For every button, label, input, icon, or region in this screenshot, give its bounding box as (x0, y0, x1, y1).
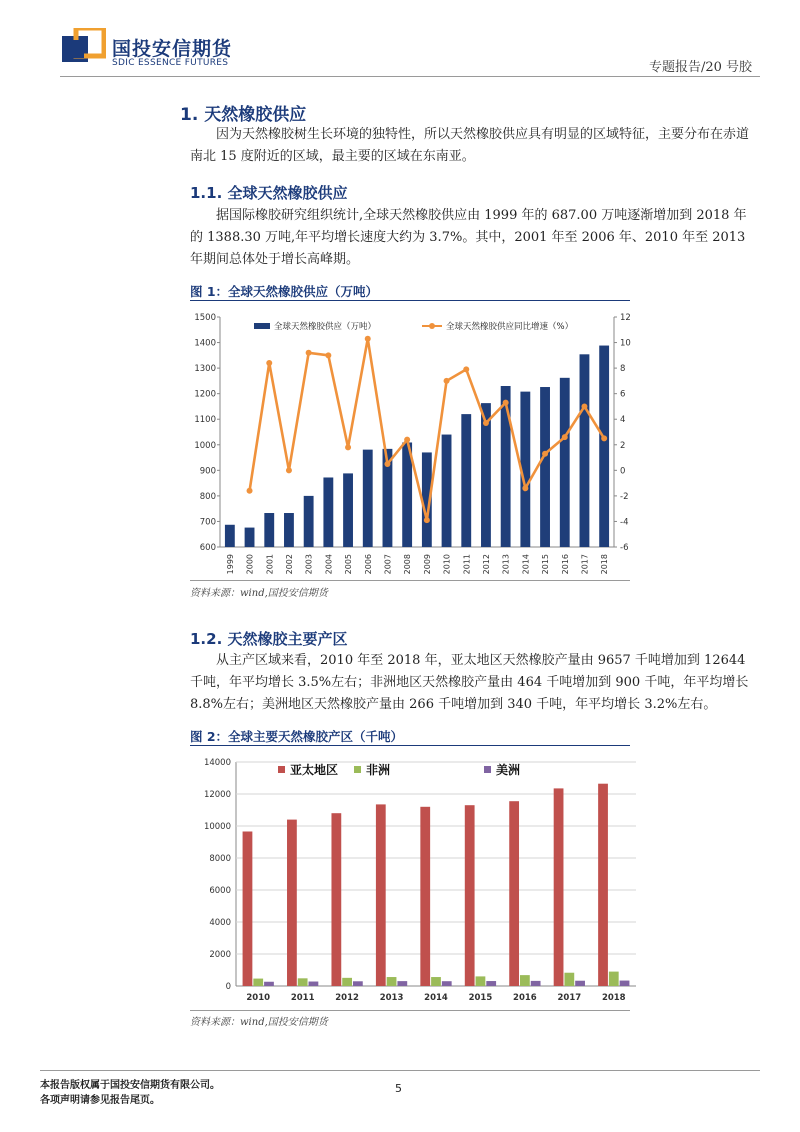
chart2-bar (298, 978, 308, 986)
chart1-right-tick-label: 8 (620, 364, 626, 375)
section-1-1-title: 1.1. 全球天然橡胶供应 (190, 184, 348, 202)
chart2-x-tick-label: 2016 (513, 993, 537, 1003)
chart1-left-tick-label: 900 (199, 466, 216, 477)
chart2-bar (598, 784, 608, 986)
section-1-paragraph: 因为天然橡胶树生长环境的独特性，所以天然橡胶供应具有明显的区域特征，主要分布在赤道南北 15 度附近的区域，最主要的区域在东南亚。 (190, 127, 750, 164)
chart2-y-tick-label: 14000 (203, 758, 231, 768)
chart1-legend-line-marker (429, 323, 435, 329)
chart2-bar (431, 977, 441, 986)
chart2-legend-swatch (278, 766, 285, 773)
figure-2-source: 资料来源：wind,国投安信期货 (190, 1017, 328, 1028)
chart1-x-tick-label: 2006 (363, 554, 373, 575)
section-1-2-paragraph: 从主产区域来看，2010 年至 2018 年，亚太地区天然橡胶产量由 9657 千吨增加到 12644 千吨，年平均增长 3.5%左右；非洲地区天然橡胶产量由 464 千吨增加到 900 千吨，年平均增长 8.8%左右；美洲地区天然橡胶产量由 266 千吨增加到 340 千吨，年平均增长 3.2%左右。 (190, 653, 749, 712)
chart1-growth-point (542, 451, 548, 457)
chart2-bar (609, 972, 619, 986)
chart1-growth-point (424, 517, 430, 523)
figure-1-title: 图 1：全球天然橡胶供应（万吨） (190, 284, 379, 299)
chart1-x-tick-label: 2009 (422, 554, 432, 575)
chart1-growth-point (562, 434, 568, 440)
chart1-right-tick-label: 2 (620, 440, 626, 451)
chart1-x-tick-label: 2017 (580, 554, 590, 575)
report-type-label: 专题报告/20 号胶 (648, 60, 752, 75)
chart2-legend-label: 亚太地区 (290, 763, 339, 777)
chart1-right-tick-label: 6 (620, 389, 626, 400)
chart2-bar (243, 831, 253, 986)
chart2-bar (575, 981, 585, 986)
footer-disclaimer: 各项声明请参见报告尾页。 (40, 1095, 160, 1106)
chart1-growth-point (384, 461, 390, 467)
chart2-x-tick-label: 2013 (379, 993, 404, 1003)
chart1-left-tick-label: 600 (199, 543, 216, 553)
chart2-y-tick-label: 12000 (203, 790, 231, 800)
chart1-growth-point (483, 420, 489, 426)
chart2-bar (620, 981, 630, 986)
chart2-x-tick-label: 2015 (468, 993, 493, 1003)
chart2-bar (554, 788, 564, 986)
chart1-bar (560, 378, 570, 547)
chart2-bar (509, 801, 519, 986)
section-1-1-paragraph: 据国际橡胶研究组织统计,全球天然橡胶供应由 1999 年的 687.00 万吨逐渐增加到 2018 年的 1388.30 万吨,年平均增长速度大约为 3.7%。其中，2001 年至 2006 年、2010 年至 2013 年期间总体处于增长高峰期。 (190, 208, 747, 267)
chart2-bar (309, 982, 319, 986)
chart1-bar (501, 386, 511, 547)
chart1-x-tick-label: 2011 (462, 554, 472, 575)
chart1-x-tick-label: 2012 (481, 554, 491, 575)
chart2-bar (520, 975, 530, 986)
chart2-bars (243, 784, 630, 986)
chart2-bar (397, 981, 407, 986)
company-logo-icon (62, 28, 106, 68)
chart2-y-tick-label: 6000 (209, 886, 231, 896)
chart1-x-tick-label: 2001 (265, 554, 275, 575)
footer-copyright: 本报告版权属于国投安信期货有限公司。 (40, 1080, 220, 1091)
chart1-left-tick-label: 1000 (194, 440, 216, 451)
chart1-right-tick-label: -4 (620, 517, 629, 528)
chart2-legend-label: 美洲 (496, 763, 521, 777)
chart1-x-tick-label: 2016 (560, 554, 570, 575)
chart1-x-tick-label: 2000 (245, 554, 255, 575)
header-divider (60, 76, 760, 77)
chart1-bar (225, 525, 235, 547)
chart1-x-tick-label: 2007 (383, 554, 393, 575)
chart1-bars (225, 346, 609, 547)
chart1-bar (540, 387, 550, 547)
chart1-bar (363, 450, 373, 547)
chart2-bar (331, 813, 341, 986)
chart1-growth-point (503, 400, 509, 406)
chart1-bar (304, 496, 314, 547)
chart1-right-tick-label: 12 (620, 313, 631, 323)
chart2-legend-swatch (354, 766, 361, 773)
chart1-bar (343, 473, 353, 547)
chart1-x-tick-label: 2010 (442, 554, 452, 575)
chart1-legend-line-label: 全球天然橡胶供应同比增速（%） (446, 322, 574, 332)
chart1-growth-point (306, 350, 312, 356)
chart2-x-tick-label: 2017 (557, 993, 582, 1003)
chart1-right-tick-label: 0 (620, 466, 626, 477)
figure-2-title: 图 2：全球主要天然橡胶产区（千吨） (190, 729, 404, 744)
chart2-bar (287, 820, 297, 986)
chart2-bar (376, 804, 386, 986)
chart1-x-tick-label: 2003 (304, 554, 314, 575)
chart1-growth-point (522, 485, 528, 491)
chart1-left-tick-label: 1400 (194, 338, 216, 349)
chart1-axes (217, 317, 617, 547)
chart2-x-tick-label: 2014 (424, 993, 448, 1003)
chart1-growth-point (325, 352, 331, 358)
chart2-y-tick-label: 2000 (209, 950, 231, 960)
chart1-x-tick-label: 2008 (403, 554, 413, 575)
chart2-bar (342, 978, 352, 986)
chart1-growth-point (444, 378, 450, 384)
chart1-growth-point (581, 403, 587, 409)
chart1-right-tick-label: 10 (620, 338, 631, 349)
chart1-bar (461, 414, 471, 547)
chart1-right-tick-label: 4 (620, 415, 626, 426)
chart2-x-tick-label: 2010 (246, 993, 271, 1003)
chart2-bar (486, 981, 496, 986)
footer-divider (40, 1070, 760, 1071)
chart2-bar (531, 981, 541, 986)
chart1-growth-point (247, 488, 253, 494)
chart1-left-tick-label: 1100 (194, 415, 216, 426)
chart1-left-tick-label: 800 (199, 491, 216, 502)
chart1-x-tick-label: 2013 (501, 554, 511, 575)
chart1-right-tick-label: -2 (620, 491, 629, 502)
figure-2-chart (190, 750, 640, 1008)
chart1-legend-bar-swatch (254, 323, 270, 329)
figure-2-bottom-rule (190, 1010, 630, 1011)
chart1-x-tick-label: 2015 (541, 554, 551, 575)
chart2-y-tick-label: 4000 (209, 918, 231, 928)
chart2-bar (420, 807, 430, 986)
chart1-left-tick-label: 1200 (194, 389, 216, 400)
chart1-bar (264, 513, 274, 547)
chart1-x-tick-label: 2002 (284, 554, 294, 575)
chart1-growth-point (365, 336, 371, 342)
chart1-x-tick-label: 2004 (324, 554, 334, 575)
chart1-bar (323, 477, 333, 547)
company-name-cn: 国投安信期货 (112, 38, 233, 60)
chart2-x-tick-label: 2012 (335, 993, 359, 1003)
chart1-right-tick-label: -6 (620, 543, 629, 553)
chart2-bar (476, 976, 486, 986)
chart2-bar (353, 981, 363, 986)
chart1-legend-bar-label: 全球天然橡胶供应（万吨） (274, 322, 377, 332)
figure-1-chart (190, 305, 640, 577)
chart2-bar (465, 805, 475, 986)
chart1-growth-point (404, 437, 410, 443)
chart1-left-tick-label: 700 (199, 517, 216, 528)
chart2-x-tick-label: 2011 (290, 993, 315, 1003)
chart2-x-tick-label: 2018 (601, 993, 626, 1003)
chart1-growth-point (601, 435, 607, 441)
figure-1-source: 资料来源：wind,国投安信期货 (190, 588, 328, 599)
section-1-title: 1. 天然橡胶供应 (180, 105, 307, 125)
chart2-legend-swatch (484, 766, 491, 773)
chart2-legend-label: 非洲 (366, 763, 391, 777)
chart1-bar (245, 528, 255, 547)
chart1-growth-point (266, 360, 272, 366)
chart2-bar (387, 977, 397, 986)
chart1-left-tick-label: 1300 (194, 364, 216, 375)
chart1-left-tick-label: 1500 (194, 313, 216, 323)
company-name-en: SDIC ESSENCE FUTURES (112, 58, 229, 68)
figure-2-top-rule (190, 745, 630, 746)
figure-1-bottom-rule (190, 580, 630, 581)
chart1-x-tick-label: 2018 (600, 554, 610, 575)
chart1-growth-point (286, 467, 292, 473)
chart1-bar (599, 346, 609, 547)
chart1-growth-point (345, 444, 351, 450)
chart2-y-tick-label: 8000 (209, 854, 231, 864)
chart2-y-tick-label: 10000 (203, 822, 231, 832)
chart1-x-tick-label: 2014 (521, 554, 531, 575)
section-1-2-title: 1.2. 天然橡胶主要产区 (190, 630, 348, 648)
chart2-bar (264, 982, 274, 986)
chart2-legend (278, 762, 520, 777)
chart1-growth-point (463, 366, 469, 372)
chart1-bar (580, 354, 590, 547)
chart1-x-tick-label: 1999 (225, 554, 235, 575)
page-number: 5 (395, 1082, 402, 1095)
chart2-bar (253, 979, 263, 986)
chart1-x-tick-label: 2005 (344, 554, 354, 575)
chart1-bar (442, 435, 452, 547)
chart1-legend (254, 321, 573, 332)
chart1-bar (284, 513, 294, 547)
chart2-bar (564, 973, 574, 986)
chart2-y-tick-label: 0 (225, 982, 231, 992)
figure-1-top-rule (190, 300, 630, 301)
chart2-bar (442, 981, 452, 986)
